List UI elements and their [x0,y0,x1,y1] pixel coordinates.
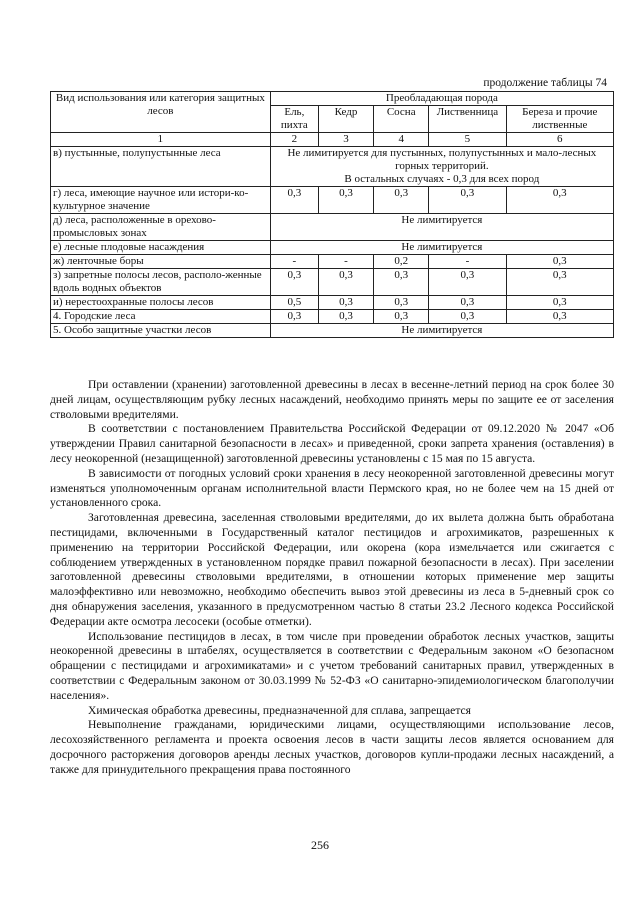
paragraph: В соответствии с постановлением Правительства Российской Федерации от 09.12.2020 № 2047 «Об утверждении Правил санитарной безопасности в лесах» и приведенной, сроки запрета хранения (оставления) в лесу неокоренной (незащищенной) заготовленной древесины установлены с 15 мая по 15 августа. [50,422,614,465]
cutting-limits-table [50,91,614,338]
cell-value: 0,2 [374,255,429,269]
column-number: 5 [429,133,506,147]
cell-value: 0,3 [270,269,318,296]
paragraph: Химическая обработка древесины, предназначенной для сплава, запрещается [88,703,472,717]
row-label: з) запретные полосы лесов, располо-женные вдоль водных объектов [51,269,271,296]
row-note [270,147,613,187]
row-label: д) леса, расположенные в орехово-промысловых зонах [51,214,271,241]
row-label: 4. Городские леса [51,310,271,324]
cell-value: - [270,255,318,269]
cell-value: 0,3 [506,255,613,269]
row-label: е) лесные плодовые насаждения [51,241,271,255]
table-row [51,296,614,310]
cell-value: - [318,255,373,269]
row-label: г) леса, имеющие научное или истори-ко-культурное значение [51,187,271,214]
cell-value: 0,5 [270,296,318,310]
column-number: 2 [270,133,318,147]
cell-value: 0,3 [506,310,613,324]
column-number: 4 [374,133,429,147]
row-label: ж) ленточные боры [51,255,271,269]
column-number: 6 [506,133,613,147]
cell-value: 0,3 [374,187,429,214]
cell-value: 0,3 [506,296,613,310]
cell-value: 0,3 [318,187,373,214]
row-note: Не лимитируется [270,241,613,255]
header-species-cedar: Кедр [318,106,373,133]
cell-value: 0,3 [429,310,506,324]
cell-value: 0,3 [270,310,318,324]
paragraph: Заготовленная древесина, заселенная стволовыми вредителями, до их вылета должна быть обработана пестицидами, включенными в Государственный каталог пестицидов и агрохимикатов, разрешенных к применению на территории Российской Федерации, или окорена (кора измельчается или сжигается с соблюдением утвержденных в установленном порядке правил пожарной безопасности в лесах). При заселении заготовленной древесины стволовыми вредителями, в отношении которых применение мер защиты малоэффективно или невозможно, необходимо обеспечить вывоз этой древесины из леса в 5-дневный срок со дня обнаружения заселения, указанного в предусмотренном частью 8 статьи 23.2 Лесного кодекса Российской Федерации акте осмотра лесосеки (особые отметки). [50,511,614,628]
row-note: Не лимитируется [270,324,613,338]
cell-value: 0,3 [374,310,429,324]
cell-value: - [429,255,506,269]
table-continuation-label: продолжение таблицы 74 [483,77,607,89]
cell-value: 0,3 [374,296,429,310]
column-number: 1 [51,133,271,147]
row-label: и) нерестоохранные полосы лесов [51,296,271,310]
header-species-pine: Сосна [374,106,429,133]
header-species-spruce: Ель, пихта [270,106,318,133]
column-number: 3 [318,133,373,147]
body-text [50,378,614,778]
header-species-larch: Лиственница [429,106,506,133]
page-number: 256 [311,838,329,852]
cell-value: 0,3 [429,296,506,310]
table-row [51,324,614,338]
paragraph: При оставлении (хранении) заготовленной древесины в лесах в весенне-летний период на срок более 30 дней лицам, осуществляющим рубку лесных насаждений, необходимо принять меры по защите ее от заселения стволовыми вредителями. [50,378,614,421]
cell-value: 0,3 [318,269,373,296]
table-header-row [51,92,614,106]
row-label: в) пустынные, полупустынные леса [51,147,271,187]
row-label: 5. Особо защитные участки лесов [51,324,271,338]
cell-value: 0,3 [270,187,318,214]
table-row [51,214,614,241]
row-note-line: Не лимитируется для пустынных, полупустынных и мало-лесных горных территорий. [287,147,597,172]
paragraph: Невыполнение гражданами, юридическими лицами, осуществляющими использование лесов, лесохозяйственного регламента и проекта освоения лесов в части защиты лесов является основанием для досрочного расторжения договоров аренды лесных участков, договоров купли-продажи лесных насаждений, а также для принудительного прекращения права постоянного [50,718,614,776]
header-species-birch: Береза и прочие лиственные [506,106,613,133]
cell-value: 0,3 [318,296,373,310]
table-row [51,187,614,214]
cell-value: 0,3 [506,187,613,214]
table-row [51,310,614,324]
table-column-numbers [51,133,614,147]
table-row [51,147,614,187]
cell-value: 0,3 [429,187,506,214]
cell-value: 0,3 [429,269,506,296]
row-note-line: В остальных случаях - 0,3 для всех пород [344,173,540,185]
paragraph: Использование пестицидов в лесах, в том числе при проведении обработок лесных участков, защиты неокоренной древесины в штабелях, осуществляется в соответствии с Федеральным законом «О безопасном обращении с пестицидами и агрохимикатами» и с учетом требований санитарных правил, утвержденных в соответствии с Федеральным законом от 30.03.1999 № 52-ФЗ «О санитарно-эпидемиологическом благополучии населения». [50,629,614,702]
cell-value: 0,3 [374,269,429,296]
table-row [51,241,614,255]
paragraph: В зависимости от погодных условий сроки хранения в лесу неокоренной заготовленной древесины могут изменяться уполномоченным органам исполнительной власти Пермского края, но не более чем на 15 дней от установленного срока. [50,466,614,510]
cell-value: 0,3 [506,269,613,296]
row-note: Не лимитируется [270,214,613,241]
cell-value: 0,3 [318,310,373,324]
table-row [51,269,614,296]
table-row [51,255,614,269]
header-species-group: Преобладающая порода [270,92,613,106]
header-category: Вид использования или категория защитных лесов [51,92,271,133]
